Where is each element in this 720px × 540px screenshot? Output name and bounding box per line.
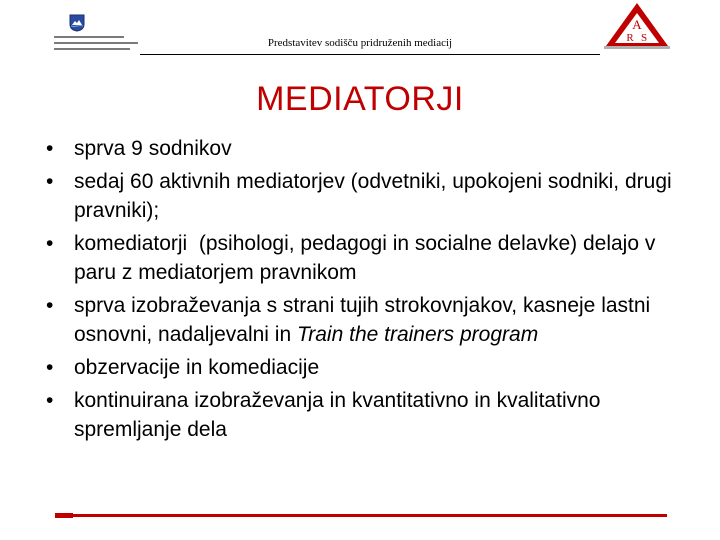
- list-item: [42, 134, 692, 163]
- bullet-list: [42, 134, 692, 448]
- footer-divider-accent: [55, 513, 73, 518]
- header-divider: [140, 54, 600, 55]
- list-item-text: sprva 9 sodnikov: [74, 137, 232, 160]
- svg-text:S: S: [640, 32, 648, 44]
- coat-of-arms-icon: [68, 14, 86, 32]
- list-item: [42, 229, 692, 287]
- bullet-icon: •: [46, 232, 54, 255]
- ars-logo: [604, 2, 670, 54]
- bullet-icon: •: [46, 294, 54, 317]
- list-item: [42, 353, 692, 382]
- bullet-icon: •: [46, 137, 54, 160]
- ars-logo-caption: [604, 46, 670, 49]
- list-item-italic-text: Train the trainers program: [296, 323, 539, 346]
- list-item-text: kontinuirana izobraževanja in kvantitativno in kvalitativno spremljanje dela: [74, 389, 601, 441]
- slide-title: MEDIATORJI: [256, 80, 464, 118]
- slovenia-coat-of-arms-logo: [50, 14, 140, 64]
- header-text: Predstavitev sodišču pridruženih mediacij: [267, 37, 453, 49]
- svg-text:R: R: [626, 32, 634, 44]
- ars-triangle-icon: [604, 2, 670, 48]
- svg-text:A: A: [632, 17, 642, 32]
- list-item-text: obzervacije in komediacije: [74, 356, 320, 379]
- list-item-text: sedaj 60 aktivnih mediatorjev (odvetniki, upokojeni sodniki, drugi pravniki);: [74, 170, 672, 222]
- footer-divider: [55, 514, 667, 517]
- bullet-icon: •: [46, 356, 54, 379]
- list-item-text: sprva izobraževanja s strani tujih strokovnjakov, kasneje lastni osnovni, nadaljevalni in: [74, 294, 651, 346]
- bullet-icon: •: [46, 389, 54, 412]
- bullet-icon: •: [46, 170, 54, 193]
- list-item: [42, 167, 692, 225]
- list-item: [42, 291, 692, 349]
- list-item-text: komediatorji (psihologi, pedagogi in socialne delavke) delajo v paru z mediatorjem pravnikom: [74, 232, 662, 284]
- list-item: [42, 386, 692, 444]
